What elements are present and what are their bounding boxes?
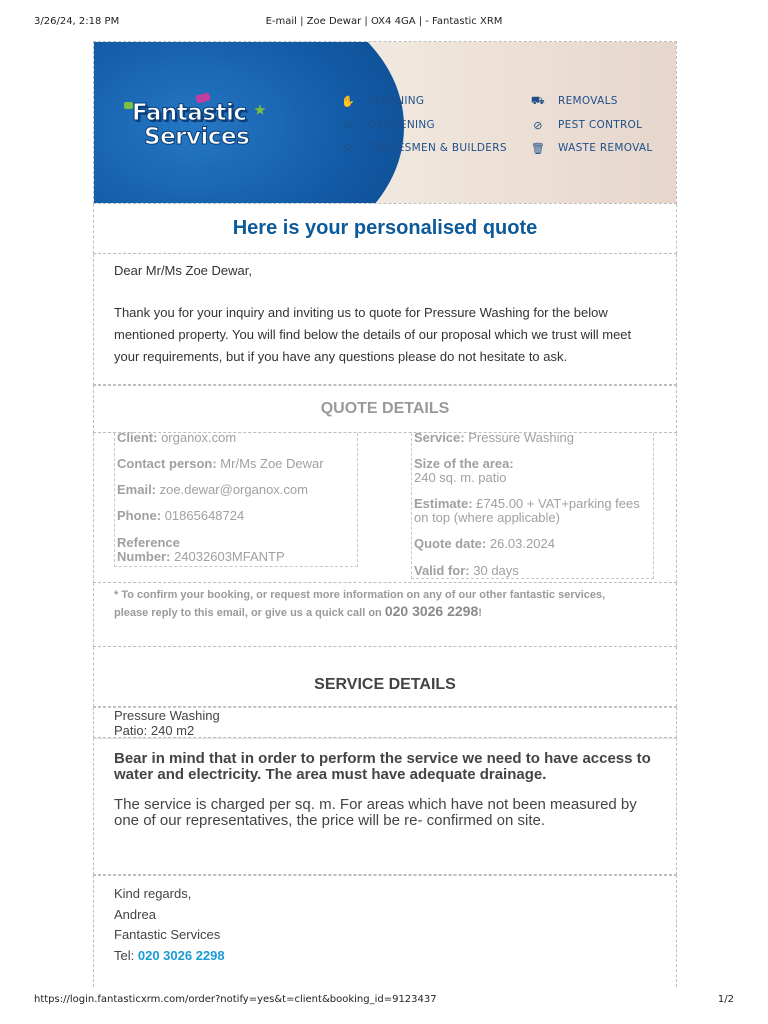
size-value: 240 sq. m. patio bbox=[414, 470, 507, 485]
service-pricing-note: The service is charged per sq. m. For areas which have not been measured by one of our representatives, the price will be re- confirmed on site. bbox=[114, 796, 637, 829]
logo-text-services: Services bbox=[144, 124, 250, 150]
bin-icon: 🗑 bbox=[530, 141, 546, 155]
valid-value: 30 days bbox=[473, 563, 519, 578]
service-item-name: Pressure Washing bbox=[114, 708, 220, 723]
drill-icon: ⚒ bbox=[342, 141, 354, 155]
letter-text bbox=[93, 254, 677, 385]
lawnmower-icon: ⚙ bbox=[342, 118, 354, 132]
email-value[interactable]: zoe.dewar@organox.com bbox=[159, 482, 308, 497]
service-items bbox=[93, 707, 677, 738]
service-requirements-note: Bear in mind that in order to perform the service we need to have access to water and electricity. The area must have adequate drainage. bbox=[114, 750, 651, 783]
greeting: Dear Mr/Ms Zoe Dewar, bbox=[114, 263, 252, 278]
page-title: Here is your personalised quote bbox=[232, 217, 538, 239]
service-details-title: SERVICE DETAILS bbox=[314, 675, 456, 693]
print-url: https://login.fantasticxrm.com/order?notify=yes&t=client&booking_id=9123437 bbox=[34, 994, 437, 1005]
print-title: E-mail | Zoe Dewar | OX4 4GA | - Fantastic XRM bbox=[265, 16, 503, 27]
quote-date-value: 26.03.2024 bbox=[489, 536, 555, 551]
quote-details-header bbox=[93, 385, 677, 433]
letter-body: Thank you for your inquiry and inviting us to quote for Pressure Washing for the below mentioned property. You will find below the details of our proposal which we trust will meet your requirements, but if you have any questions please do not hesitate to ask. bbox=[114, 305, 632, 364]
email-body bbox=[93, 41, 677, 987]
quote-date-row: Quote date: 26.03.2024 bbox=[414, 536, 555, 551]
service-link-cleaning[interactable]: ✋ CLEANING bbox=[341, 94, 425, 108]
quote-heading bbox=[93, 204, 677, 254]
service-link-waste-removal[interactable]: 🗑 WASTE REMOVAL bbox=[530, 141, 653, 155]
gloves-icon: ✋ bbox=[341, 94, 355, 108]
size-row: Size of the area: 240 sq. m. patio bbox=[414, 456, 514, 485]
estimate-row: Estimate: £745.00 + VAT+parking fees on top (where applicable) bbox=[414, 496, 640, 525]
email-row: Email: zoe.dewar@organox.com bbox=[117, 482, 308, 497]
client-row: Client: organox.com bbox=[117, 430, 237, 445]
page-number: 1/2 bbox=[717, 994, 734, 1005]
signature bbox=[93, 875, 677, 987]
service-item-area: Patio: 240 m2 bbox=[114, 723, 195, 738]
service-details-header bbox=[93, 647, 677, 707]
reference-row: Reference Number: 24032603MFANTP bbox=[117, 535, 285, 564]
quote-details-body bbox=[93, 430, 677, 583]
service-link-tradesmen[interactable]: ⚒ TRADESMEN & BUILDERS bbox=[340, 142, 507, 154]
signer-name: Andrea bbox=[114, 906, 156, 922]
tel-line: Tel: 020 3026 2298 bbox=[114, 947, 225, 963]
phone-value[interactable]: 01865648724 bbox=[164, 508, 245, 523]
tel-link[interactable]: 020 3026 2298 bbox=[137, 947, 225, 963]
service-value: Pressure Washing bbox=[468, 430, 574, 445]
note-line-1: * To confirm your booking, or request more information on any of our other fantastic services, bbox=[114, 589, 606, 601]
service-link-removals[interactable]: ⛟ REMOVALS bbox=[530, 93, 618, 107]
print-footer bbox=[34, 994, 734, 1008]
client-details-column bbox=[114, 430, 358, 567]
header-banner bbox=[93, 41, 677, 204]
booking-note bbox=[93, 583, 677, 647]
logo-text-fantastic: Fantastic bbox=[132, 100, 247, 126]
print-header bbox=[34, 16, 734, 30]
contact-row: Contact person: Mr/Ms Zoe Dewar bbox=[117, 456, 324, 471]
logo-star-icon bbox=[254, 104, 266, 116]
client-value: organox.com bbox=[161, 430, 237, 445]
company-name: Fantastic Services bbox=[114, 927, 221, 942]
print-datetime: 3/26/24, 2:18 PM bbox=[34, 16, 120, 27]
fantastic-services-logo[interactable] bbox=[124, 100, 274, 155]
no-pest-icon: ⊘ bbox=[533, 118, 543, 132]
note-phone[interactable]: 020 3026 2298 bbox=[384, 603, 479, 619]
note-line-2: please reply to this email, or give us a quick call on 020 3026 2298! bbox=[114, 603, 482, 619]
service-details-column bbox=[411, 430, 654, 579]
estimate-value-cont: on top (where applicable) bbox=[414, 510, 560, 525]
regards: Kind regards, bbox=[114, 886, 192, 901]
valid-row: Valid for: 30 days bbox=[414, 563, 519, 578]
service-notes bbox=[93, 738, 677, 875]
service-link-gardening[interactable]: ⚙ GARDENING bbox=[340, 119, 435, 131]
phone-row: Phone: 01865648724 bbox=[117, 508, 245, 523]
contact-value: Mr/Ms Zoe Dewar bbox=[220, 456, 324, 471]
truck-icon: ⛟ bbox=[530, 93, 546, 107]
estimate-value: £745.00 + VAT+parking fees bbox=[476, 496, 640, 511]
service-row: Service: Pressure Washing bbox=[414, 430, 574, 445]
service-link-pest-control[interactable]: ⊘ PEST CONTROL bbox=[530, 119, 642, 131]
reference-value: 24032603MFANTP bbox=[174, 549, 285, 564]
quote-details-title: QUOTE DETAILS bbox=[320, 400, 450, 417]
